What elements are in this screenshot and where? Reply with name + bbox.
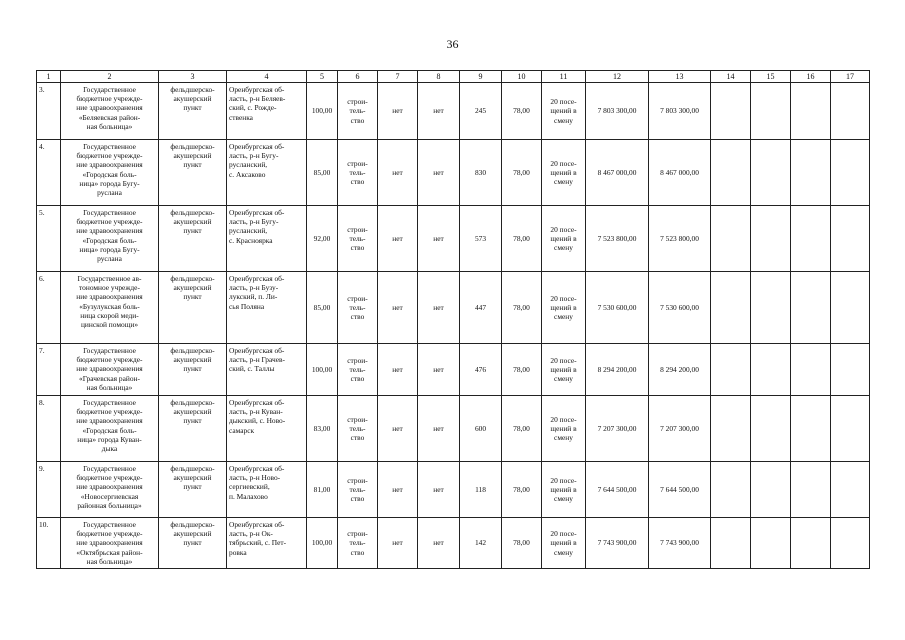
- work-type-cell: строи- тель- ство: [338, 140, 378, 206]
- area-cell: 83,00: [307, 396, 338, 462]
- col7-cell: нет: [378, 462, 418, 518]
- organization-cell: Государственное бюджетное учрежде- ние здравоохранения «Городская боль- ница» города Бугу- руслана: [61, 140, 159, 206]
- col7-cell: нет: [378, 206, 418, 272]
- organization-cell: Государственное бюджетное учрежде- ние здравоохранения «Грачевская район- ная больница»: [61, 344, 159, 396]
- col14-cell: [711, 396, 751, 462]
- col8-cell: нет: [418, 462, 460, 518]
- work-type-cell: строи- тель- ство: [338, 462, 378, 518]
- table-row: [37, 344, 870, 396]
- col17-cell: [831, 344, 870, 396]
- col8-cell: нет: [418, 518, 460, 569]
- table-row: [37, 83, 870, 140]
- population-cell: 573: [460, 206, 502, 272]
- column-number-11: 11: [542, 71, 586, 83]
- distance-cell: 78,00: [502, 206, 542, 272]
- row-number-cell: 9.: [37, 462, 61, 518]
- table-row: [37, 272, 870, 344]
- col16-cell: [791, 518, 831, 569]
- column-number-9: 9: [460, 71, 502, 83]
- address-cell: Оренбургская об- ласть, р-н Куван- дыкский, с. Ново- самарск: [227, 396, 307, 462]
- column-number-5: 5: [307, 71, 338, 83]
- organization-cell: Государственное ав- тономное учрежде- ние здравоохранения «Бузулукская боль- ница скорой меди- цинской помощи»: [61, 272, 159, 344]
- address-cell: Оренбургская об- ласть, р-н Ок- тябрьский, с. Пет- ровка: [227, 518, 307, 569]
- table-row: [37, 462, 870, 518]
- area-cell: 100,00: [307, 83, 338, 140]
- col7-cell: нет: [378, 518, 418, 569]
- cost-cell: 7 803 300,00: [586, 83, 649, 140]
- capacity-cell: 20 посе- щений в смену: [542, 272, 586, 344]
- distance-cell: 78,00: [502, 518, 542, 569]
- col8-cell: нет: [418, 83, 460, 140]
- total-cost-cell: 7 523 800,00: [649, 206, 711, 272]
- population-cell: 600: [460, 396, 502, 462]
- col17-cell: [831, 83, 870, 140]
- col7-cell: нет: [378, 140, 418, 206]
- column-number-8: 8: [418, 71, 460, 83]
- col15-cell: [751, 272, 791, 344]
- row-number-cell: 6.: [37, 272, 61, 344]
- facility-type-cell: фельдшерско- акушерский пункт: [159, 272, 227, 344]
- col16-cell: [791, 396, 831, 462]
- row-number-cell: 4.: [37, 140, 61, 206]
- area-cell: 85,00: [307, 140, 338, 206]
- address-cell: Оренбургская об- ласть, р-н Грачев- ский, с. Таллы: [227, 344, 307, 396]
- population-cell: 118: [460, 462, 502, 518]
- row-number-cell: 5.: [37, 206, 61, 272]
- col16-cell: [791, 272, 831, 344]
- col15-cell: [751, 140, 791, 206]
- column-number-10: 10: [502, 71, 542, 83]
- col15-cell: [751, 462, 791, 518]
- col7-cell: нет: [378, 83, 418, 140]
- facility-type-cell: фельдшерско- акушерский пункт: [159, 518, 227, 569]
- column-number-13: 13: [649, 71, 711, 83]
- col14-cell: [711, 206, 751, 272]
- col17-cell: [831, 462, 870, 518]
- table-row: [37, 206, 870, 272]
- col17-cell: [831, 396, 870, 462]
- distance-cell: 78,00: [502, 396, 542, 462]
- col15-cell: [751, 344, 791, 396]
- facility-type-cell: фельдшерско- акушерский пункт: [159, 396, 227, 462]
- area-cell: 100,00: [307, 518, 338, 569]
- facility-table: [36, 70, 870, 569]
- facility-type-cell: фельдшерско- акушерский пункт: [159, 83, 227, 140]
- area-cell: 85,00: [307, 272, 338, 344]
- capacity-cell: 20 посе- щений в смену: [542, 344, 586, 396]
- column-number-16: 16: [791, 71, 831, 83]
- col15-cell: [751, 206, 791, 272]
- total-cost-cell: 7 207 300,00: [649, 396, 711, 462]
- col7-cell: нет: [378, 344, 418, 396]
- total-cost-cell: 7 743 900,00: [649, 518, 711, 569]
- facility-type-cell: фельдшерско- акушерский пункт: [159, 140, 227, 206]
- cost-cell: 8 294 200,00: [586, 344, 649, 396]
- col17-cell: [831, 518, 870, 569]
- table-row: [37, 518, 870, 569]
- col14-cell: [711, 518, 751, 569]
- row-number-cell: 8.: [37, 396, 61, 462]
- organization-cell: Государственное бюджетное учрежде- ние здравоохранения «Беляевская район- ная больница»: [61, 83, 159, 140]
- cost-cell: 7 207 300,00: [586, 396, 649, 462]
- organization-cell: Государственное бюджетное учрежде- ние здравоохранения «Новосергиевская районная больница»: [61, 462, 159, 518]
- address-cell: Оренбургская об- ласть, р-н Ново- сергиевский, п. Малахово: [227, 462, 307, 518]
- col8-cell: нет: [418, 140, 460, 206]
- table-row: [37, 140, 870, 206]
- col8-cell: нет: [418, 396, 460, 462]
- col17-cell: [831, 140, 870, 206]
- row-number-cell: 3.: [37, 83, 61, 140]
- capacity-cell: 20 посе- щений в смену: [542, 140, 586, 206]
- column-number-3: 3: [159, 71, 227, 83]
- distance-cell: 78,00: [502, 83, 542, 140]
- address-cell: Оренбургская об- ласть, р-н Бугу- русланский, с. Красноярка: [227, 206, 307, 272]
- population-cell: 245: [460, 83, 502, 140]
- organization-cell: Государственное бюджетное учрежде- ние здравоохранения «Городская боль- ница» города Куван- дыка: [61, 396, 159, 462]
- total-cost-cell: 7 530 600,00: [649, 272, 711, 344]
- col16-cell: [791, 344, 831, 396]
- distance-cell: 78,00: [502, 462, 542, 518]
- col7-cell: нет: [378, 272, 418, 344]
- column-number-2: 2: [61, 71, 159, 83]
- capacity-cell: 20 посе- щений в смену: [542, 83, 586, 140]
- facility-type-cell: фельдшерско- акушерский пункт: [159, 462, 227, 518]
- address-cell: Оренбургская об- ласть, р-н Беляев- ский, с. Рожде- ственка: [227, 83, 307, 140]
- col16-cell: [791, 83, 831, 140]
- table-row: [37, 396, 870, 462]
- page-number: 36: [446, 37, 459, 51]
- col14-cell: [711, 272, 751, 344]
- col14-cell: [711, 344, 751, 396]
- organization-cell: Государственное бюджетное учрежде- ние здравоохранения «Октябрьская район- ная больница»: [61, 518, 159, 569]
- col14-cell: [711, 462, 751, 518]
- distance-cell: 78,00: [502, 272, 542, 344]
- address-cell: Оренбургская об- ласть, р-н Бугу- русланский, с. Аксаково: [227, 140, 307, 206]
- work-type-cell: строи- тель- ство: [338, 518, 378, 569]
- total-cost-cell: 7 803 300,00: [649, 83, 711, 140]
- col17-cell: [831, 272, 870, 344]
- capacity-cell: 20 посе- щений в смену: [542, 518, 586, 569]
- column-number-12: 12: [586, 71, 649, 83]
- area-cell: 100,00: [307, 344, 338, 396]
- population-cell: 830: [460, 140, 502, 206]
- population-cell: 476: [460, 344, 502, 396]
- row-number-cell: 10.: [37, 518, 61, 569]
- population-cell: 142: [460, 518, 502, 569]
- area-cell: 81,00: [307, 462, 338, 518]
- work-type-cell: строи- тель- ство: [338, 344, 378, 396]
- column-number-6: 6: [338, 71, 378, 83]
- cost-cell: 7 530 600,00: [586, 272, 649, 344]
- total-cost-cell: 8 467 000,00: [649, 140, 711, 206]
- distance-cell: 78,00: [502, 344, 542, 396]
- col14-cell: [711, 83, 751, 140]
- capacity-cell: 20 посе- щений в смену: [542, 462, 586, 518]
- column-number-4: 4: [227, 71, 307, 83]
- distance-cell: 78,00: [502, 140, 542, 206]
- column-number-15: 15: [751, 71, 791, 83]
- facility-type-cell: фельдшерско- акушерский пункт: [159, 344, 227, 396]
- col15-cell: [751, 83, 791, 140]
- work-type-cell: строи- тель- ство: [338, 272, 378, 344]
- column-number-17: 17: [831, 71, 870, 83]
- capacity-cell: 20 посе- щений в смену: [542, 206, 586, 272]
- work-type-cell: строи- тель- ство: [338, 83, 378, 140]
- column-number-14: 14: [711, 71, 751, 83]
- cost-cell: 7 743 900,00: [586, 518, 649, 569]
- col17-cell: [831, 206, 870, 272]
- capacity-cell: 20 посе- щений в смену: [542, 396, 586, 462]
- cost-cell: 8 467 000,00: [586, 140, 649, 206]
- row-number-cell: 7.: [37, 344, 61, 396]
- work-type-cell: строи- тель- ство: [338, 396, 378, 462]
- col7-cell: нет: [378, 396, 418, 462]
- col15-cell: [751, 396, 791, 462]
- col8-cell: нет: [418, 272, 460, 344]
- header-row: [37, 71, 870, 83]
- total-cost-cell: 8 294 200,00: [649, 344, 711, 396]
- col15-cell: [751, 518, 791, 569]
- col16-cell: [791, 206, 831, 272]
- column-number-1: 1: [37, 71, 61, 83]
- organization-cell: Государственное бюджетное учрежде- ние здравоохранения «Городская боль- ница» города Бугу- руслана: [61, 206, 159, 272]
- col16-cell: [791, 140, 831, 206]
- total-cost-cell: 7 644 500,00: [649, 462, 711, 518]
- col14-cell: [711, 140, 751, 206]
- col8-cell: нет: [418, 344, 460, 396]
- area-cell: 92,00: [307, 206, 338, 272]
- population-cell: 447: [460, 272, 502, 344]
- col8-cell: нет: [418, 206, 460, 272]
- cost-cell: 7 644 500,00: [586, 462, 649, 518]
- cost-cell: 7 523 800,00: [586, 206, 649, 272]
- work-type-cell: строи- тель- ство: [338, 206, 378, 272]
- address-cell: Оренбургская об- ласть, р-н Бузу- лукский, п. Ли- сья Поляна: [227, 272, 307, 344]
- col16-cell: [791, 462, 831, 518]
- facility-type-cell: фельдшерско- акушерский пункт: [159, 206, 227, 272]
- column-number-7: 7: [378, 71, 418, 83]
